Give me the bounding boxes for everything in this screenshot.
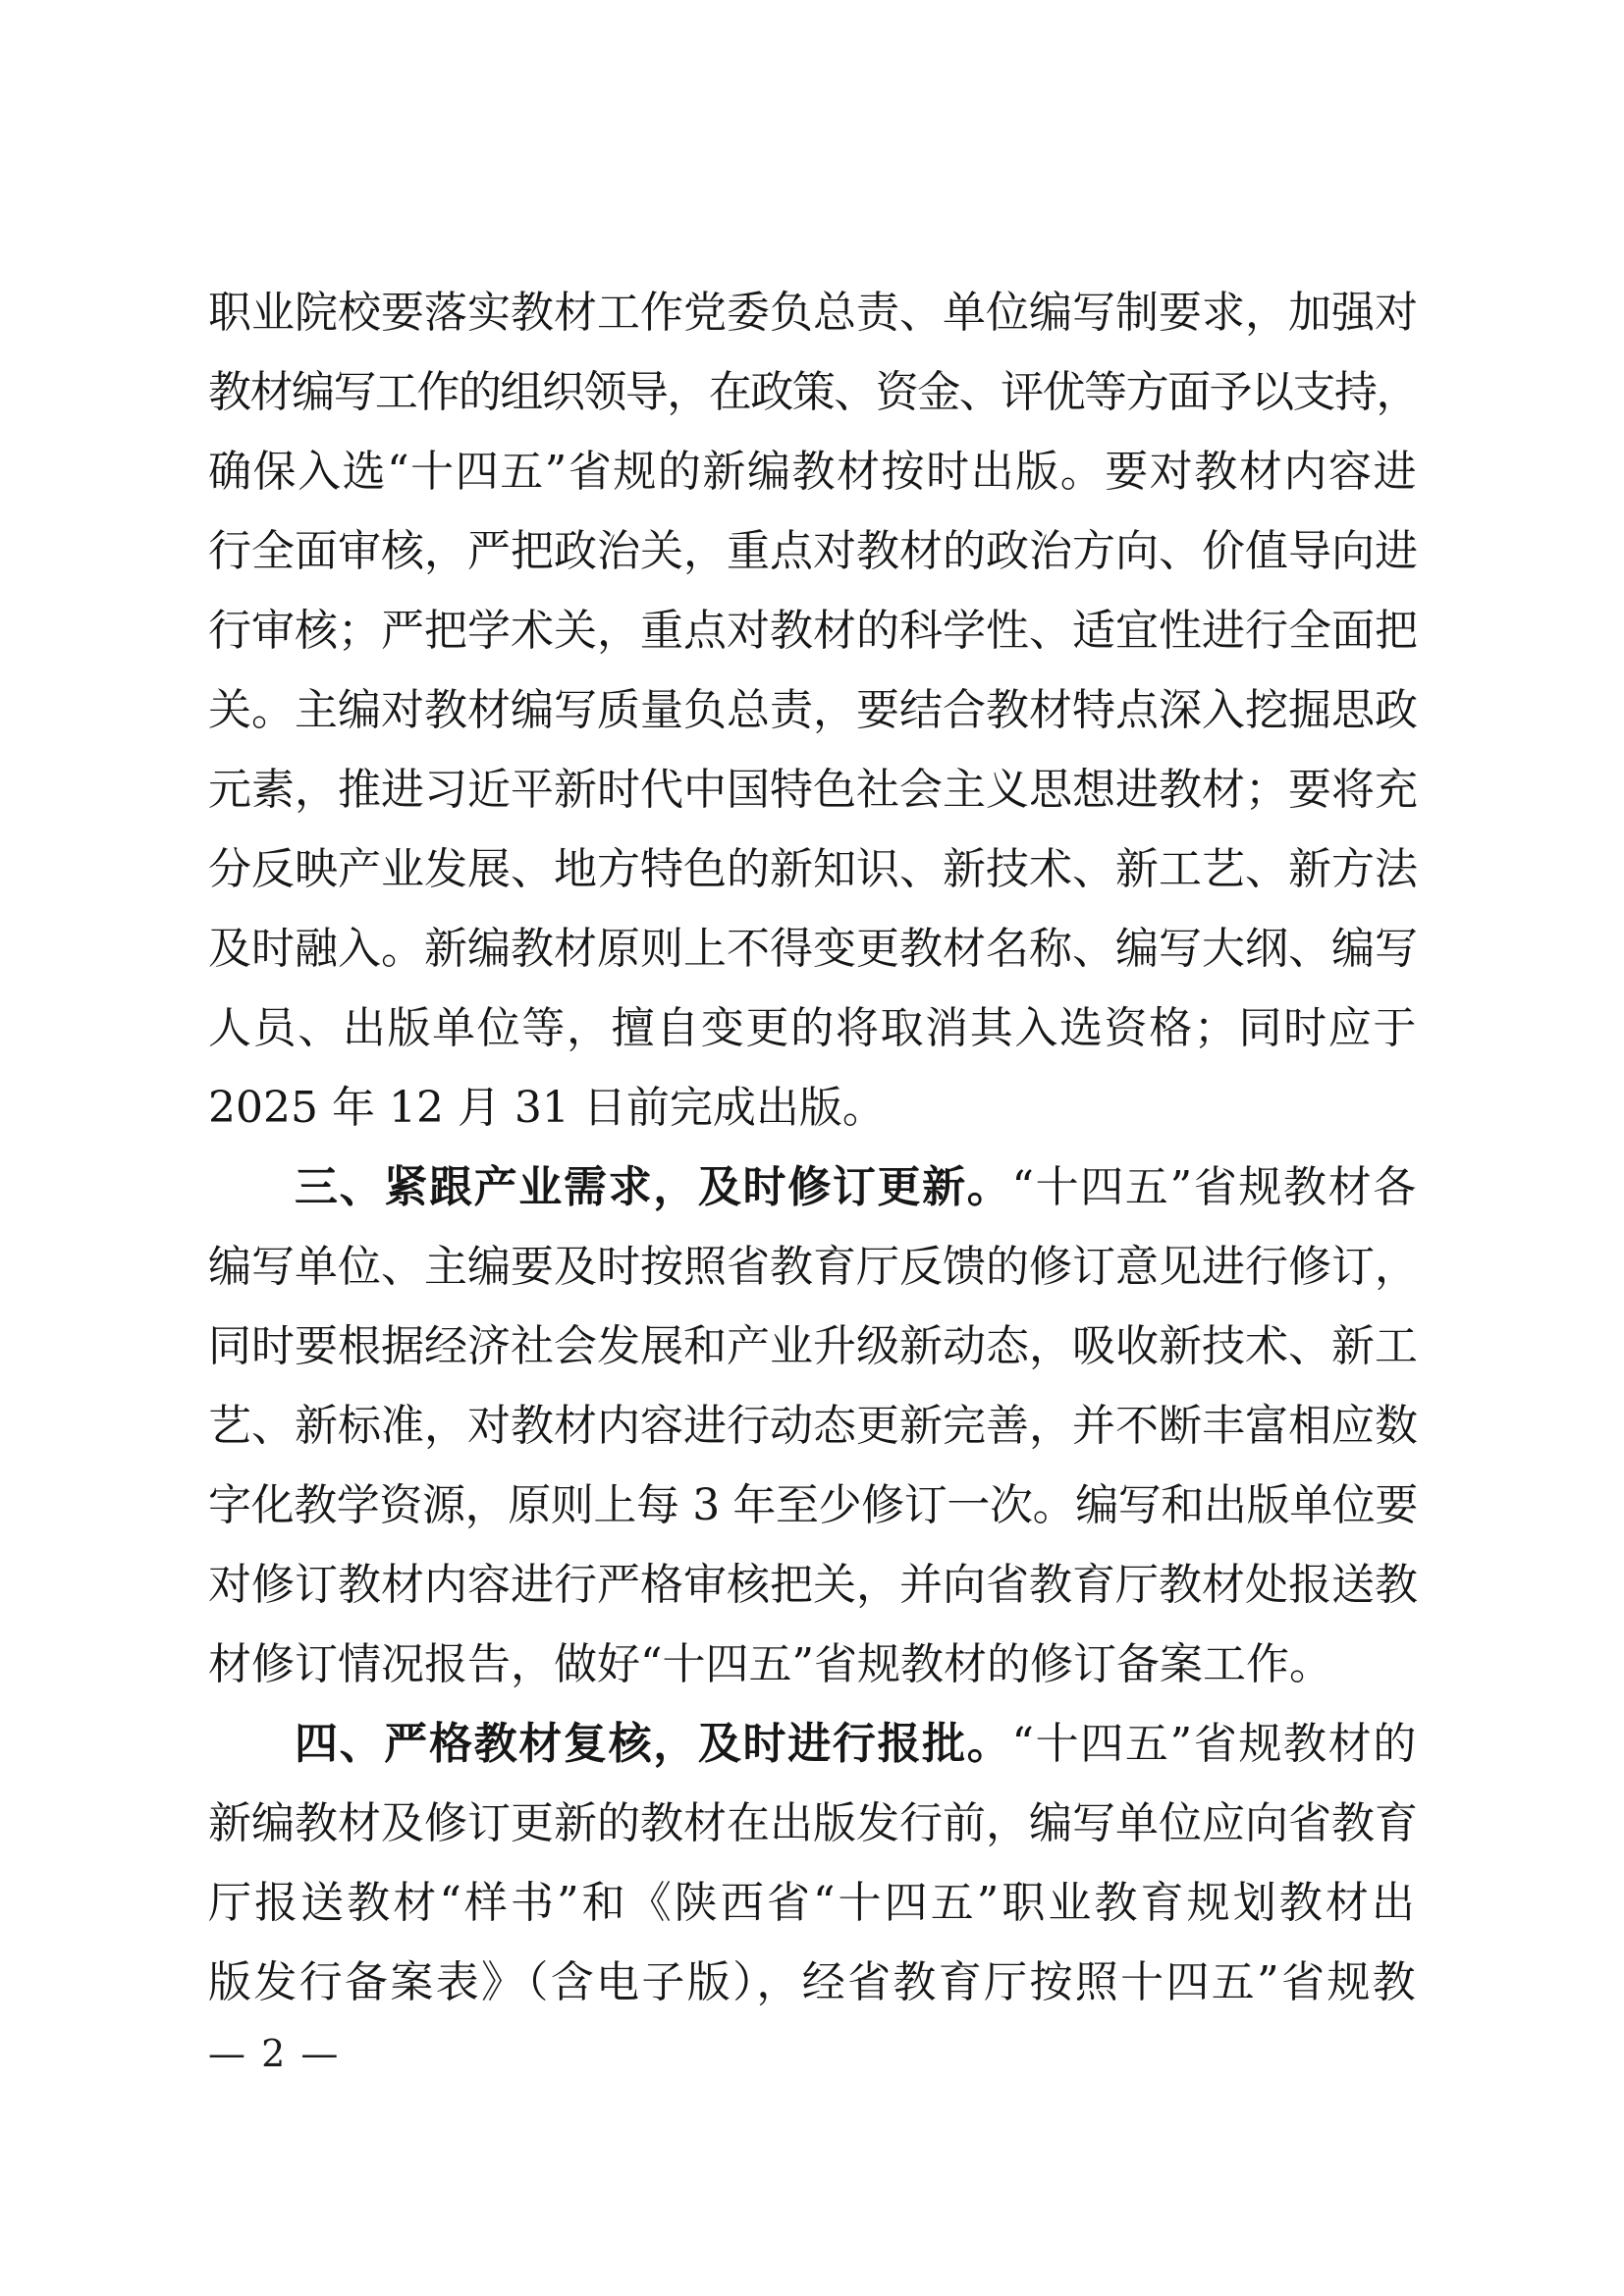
- text-line-content: [208, 1242, 1418, 1292]
- text-line: [208, 829, 1418, 909]
- body-text: 材修订情况报告，做好“十四五”省规教材的修订备案工作。: [208, 1639, 1332, 1689]
- text-line-content: [208, 1957, 1418, 2007]
- body-text: “十四五”省规教材各: [1011, 1162, 1418, 1212]
- text-line: [208, 1704, 1418, 1784]
- body-text: 版发行备案表》（含电子版），经省教育厅按照十四五”省规教: [208, 1957, 1418, 2007]
- body-text: 行审核；严把学术关，重点对教材的科学性、适宜性进行全面把: [208, 606, 1418, 656]
- body-text: 确保入选“十四五”省规的新编教材按时出版。要对教材内容进: [208, 447, 1418, 497]
- body-text: 及时融入。新编教材原则上不得变更教材名称、编写大纲、编写: [208, 924, 1418, 974]
- text-line-content: [208, 1003, 1418, 1053]
- text-line: [208, 273, 1418, 352]
- text-line-content: [208, 447, 1418, 497]
- body-text: 厅报送教材“样书”和《陕西省“十四五”职业教育规划教材出: [208, 1878, 1418, 1928]
- body-text: 2025 年 12 月 31 日前完成出版。: [208, 1083, 886, 1133]
- text-line-content: [208, 1560, 1418, 1610]
- text-line: [208, 750, 1418, 829]
- text-line-content: [208, 685, 1418, 735]
- text-line-content: [208, 1639, 1332, 1689]
- section-heading: 三、紧跟产业需求，及时修订更新。: [295, 1162, 1012, 1212]
- text-line-content: [208, 1401, 1418, 1451]
- body-text: “十四五”省规教材的: [1011, 1719, 1418, 1769]
- text-line-content: [208, 526, 1418, 576]
- text-line: [208, 1863, 1418, 1943]
- text-line-content: [208, 1878, 1418, 1928]
- body-text: 新编教材及修订更新的教材在出版发行前，编写单位应向省教育: [208, 1798, 1418, 1848]
- text-line-content: [208, 288, 1418, 338]
- page-number: — 2 —: [208, 2032, 341, 2075]
- text-line-content: [208, 367, 1418, 417]
- text-line-content: [295, 1719, 1418, 1769]
- text-line: [208, 670, 1418, 750]
- text-line: [208, 1148, 1418, 1227]
- body-text: 人员、出版单位等，擅自变更的将取消其入选资格；同时应于: [208, 1003, 1418, 1053]
- text-line: [208, 909, 1418, 988]
- text-line: [208, 1466, 1418, 1545]
- body-text: 对修订教材内容进行严格审核把关，并向省教育厅教材处报送教: [208, 1560, 1418, 1610]
- text-line: [208, 1386, 1418, 1466]
- body-text: 行全面审核，严把政治关，重点对教材的政治方向、价值导向进: [208, 526, 1418, 576]
- text-line: [208, 1943, 1418, 2022]
- body-text: 教材编写工作的组织领导，在政策、资金、评优等方面予以支持，: [208, 367, 1418, 417]
- text-line-content: [208, 924, 1418, 974]
- text-line-content: [208, 1083, 886, 1133]
- section-heading: 四、严格教材复核，及时进行报批。: [295, 1719, 1012, 1769]
- text-line: [208, 988, 1418, 1068]
- document-body: [208, 273, 1418, 2022]
- body-text: 艺、新标准，对教材内容进行动态更新完善，并不断丰富相应数: [208, 1401, 1418, 1451]
- text-line: [208, 432, 1418, 511]
- text-line: [208, 511, 1418, 591]
- body-text: 职业院校要落实教材工作党委负总责、单位编写制要求，加强对: [208, 288, 1418, 338]
- text-line: [208, 1545, 1418, 1625]
- text-line: [208, 1068, 1418, 1148]
- text-line: [208, 1784, 1418, 1863]
- text-line-content: [208, 1798, 1418, 1848]
- body-text: 编写单位、主编要及时按照省教育厅反馈的修订意见进行修订，: [208, 1242, 1418, 1292]
- text-line: [208, 1625, 1418, 1704]
- text-line-content: [208, 1321, 1418, 1371]
- text-line-content: [208, 844, 1418, 894]
- body-text: 关。主编对教材编写质量负总责，要结合教材特点深入挖掘思政: [208, 685, 1418, 735]
- text-line-content: [208, 765, 1418, 815]
- text-line-content: [208, 606, 1418, 656]
- text-line: [208, 352, 1418, 432]
- text-line: [208, 1307, 1418, 1386]
- text-line: [208, 1227, 1418, 1307]
- body-text: 字化教学资源，原则上每 3 年至少修订一次。编写和出版单位要: [208, 1480, 1418, 1530]
- text-line: [208, 591, 1418, 670]
- text-line-content: [208, 1480, 1418, 1530]
- body-text: 元素，推进习近平新时代中国特色社会主义思想进教材；要将充: [208, 765, 1418, 815]
- body-text: 同时要根据经济社会发展和产业升级新动态，吸收新技术、新工: [208, 1321, 1418, 1371]
- text-line-content: [295, 1162, 1418, 1212]
- body-text: 分反映产业发展、地方特色的新知识、新技术、新工艺、新方法: [208, 844, 1418, 894]
